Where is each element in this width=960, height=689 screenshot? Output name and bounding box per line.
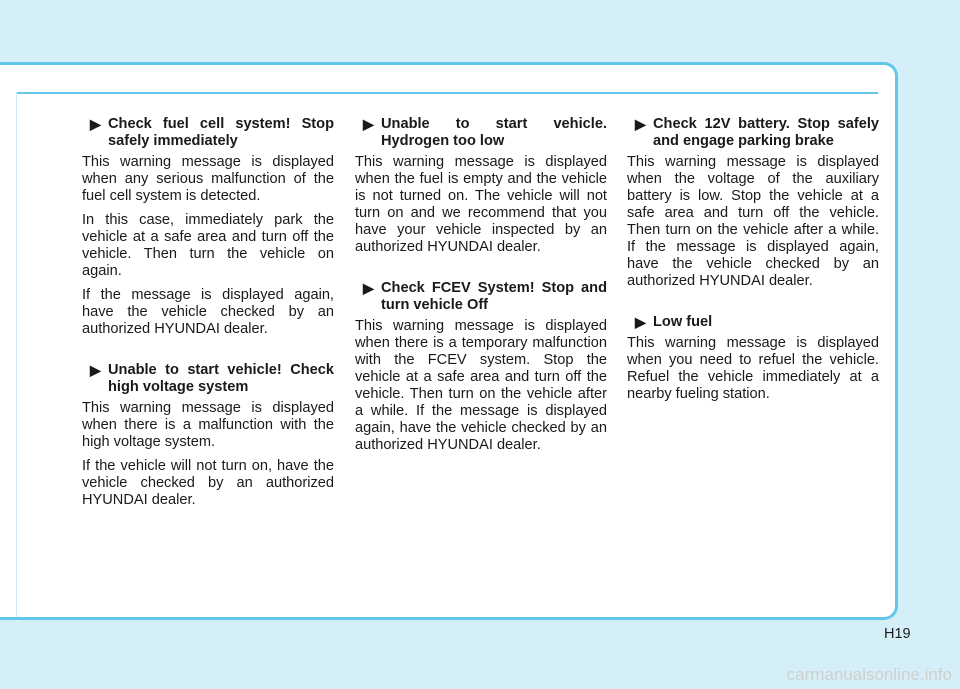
column-1 [82,116,334,516]
section-heading: ▶ Low fuel [635,314,713,330]
triangle-right-icon: ▶ [363,116,374,132]
section-heading: ▶ Check 12V battery. Stop safely and engage parking brake [635,116,879,149]
paragraph: This warning message is displayed when any serious malfunction of the fuel cell system is detected. [82,154,334,204]
triangle-right-icon: ▶ [90,362,101,378]
column-3 [627,116,879,410]
paragraph: This warning message is displayed when the voltage of the auxiliary battery is low. Stop the vehicle at a safe area and turn off the vehicle. Then turn on the vehicle after a while. If the message is displayed again, have the vehicle checked by an authorized HYUNDAI dealer. [627,154,879,289]
margin-rule [16,92,17,617]
paragraph: If the vehicle will not turn on, have the vehicle checked by an authorized HYUNDAI dealer. [82,458,334,508]
paragraph: In this case, immediately park the vehicle at a safe area and turn off the vehicle. Then turn the vehicle on again. [82,212,334,279]
watermark: carmanualsonline.info [786,665,952,684]
section-heading: ▶ Unable to start vehicle. Hydrogen too low [363,116,607,149]
triangle-right-icon: ▶ [635,314,646,330]
triangle-right-icon: ▶ [635,116,646,132]
paragraph: This warning message is displayed when you need to refuel the vehicle. Refuel the vehicle immediately at a nearby fueling station. [627,335,879,402]
paragraph: This warning message is displayed when there is a malfunction with the high voltage system. [82,400,334,450]
paragraph: This warning message is displayed when the fuel is empty and the vehicle is not turned on. The vehicle will not turn on and we recommend that you have your vehicle inspected by an authorized HYUNDAI dealer. [355,154,607,255]
section-heading: ▶ Check fuel cell system! Stop safely immediately [90,116,334,149]
page-number: H19 [884,626,911,642]
triangle-right-icon: ▶ [90,116,101,132]
section-heading: ▶ Unable to start vehicle! Check high voltage system [90,362,334,395]
triangle-right-icon: ▶ [363,280,374,296]
column-2 [355,116,607,461]
section-heading: ▶ Check FCEV System! Stop and turn vehicle Off [363,280,607,313]
paragraph: If the message is displayed again, have the vehicle checked by an authorized HYUNDAI dealer. [82,287,334,337]
header-rule [16,92,878,94]
paragraph: This warning message is displayed when there is a temporary malfunction with the FCEV system. Stop the vehicle at a safe area and turn off the vehicle. Then turn on the vehicle after a while. If the message is displayed again, have the vehicle checked by an authorized HYUNDAI dealer. [355,318,607,453]
